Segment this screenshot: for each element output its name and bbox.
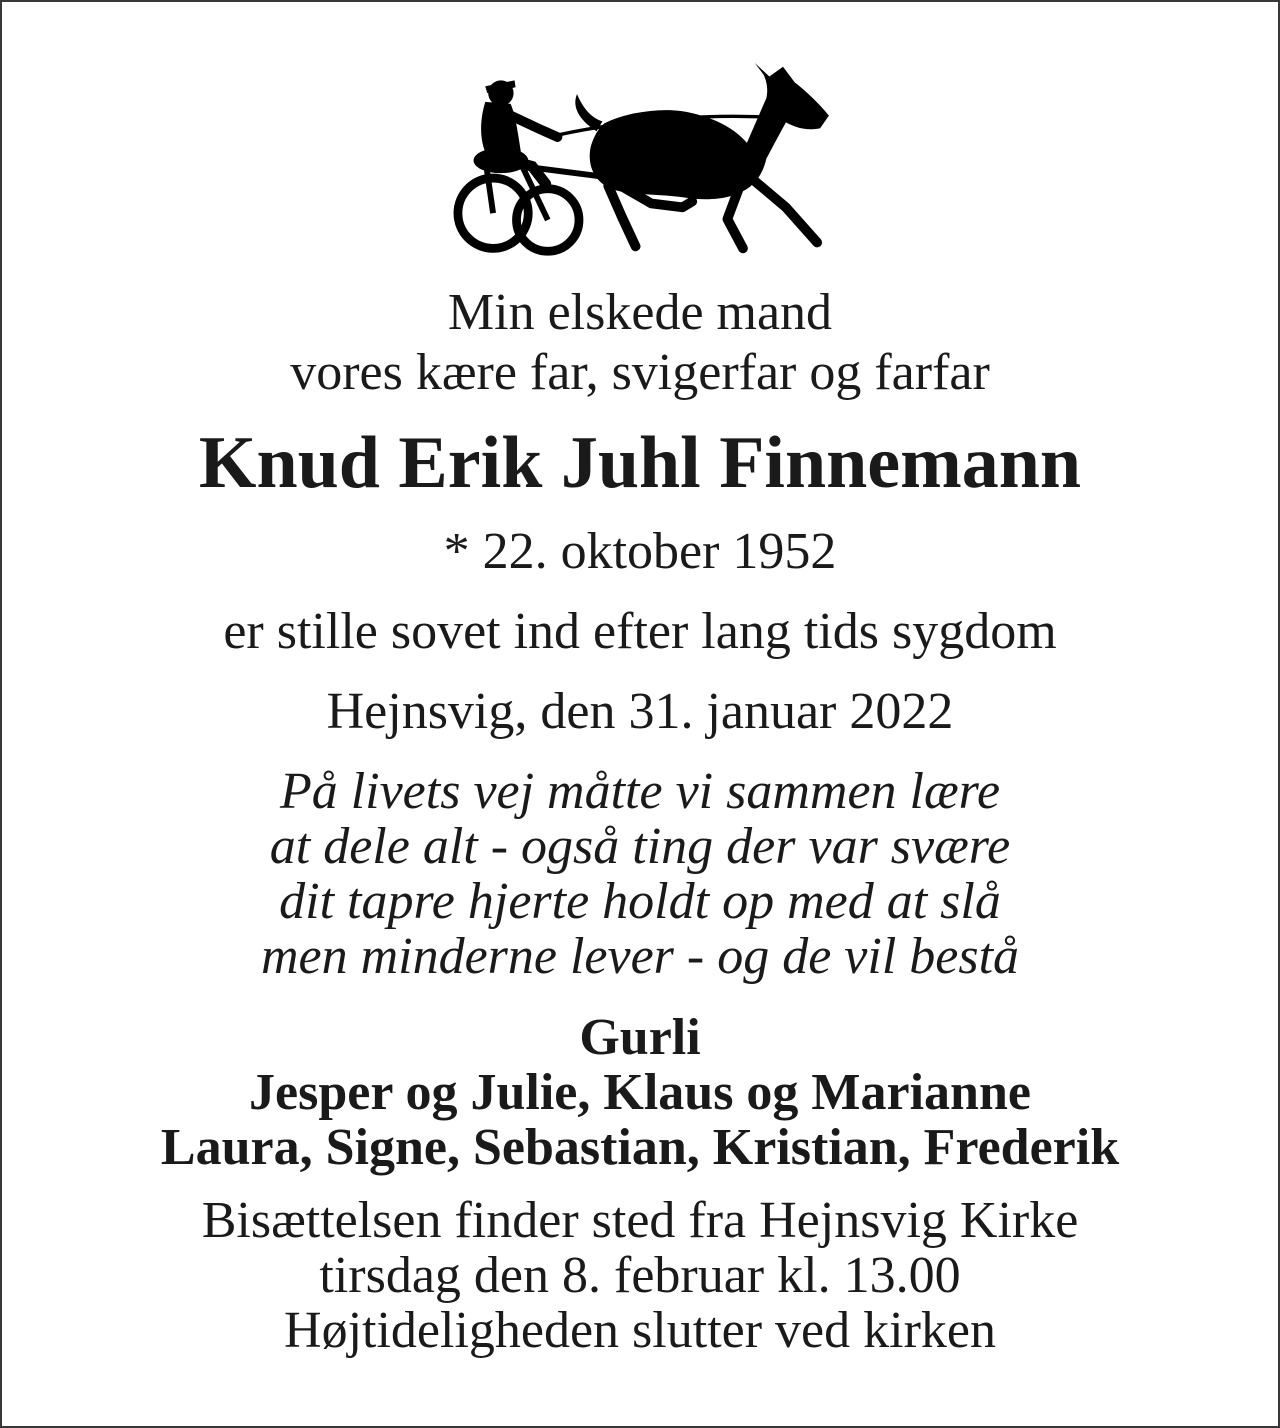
memorial-verse	[261, 764, 1019, 984]
obituary-notice	[2, 2, 1278, 1426]
ceremony-block	[202, 1193, 1079, 1358]
verse-line-1: På livets vej måtte vi sammen lære	[279, 763, 1001, 820]
trotter-horse-sulky-icon	[415, 57, 865, 262]
mourner-line-3: Laura, Signe, Sebastian, Kristian, Frederik	[160, 1119, 1120, 1176]
ceremony-line-2: tirsdag den 8. februar kl. 13.00	[319, 1247, 961, 1304]
intro-line-1: Min elskede mand	[447, 284, 833, 341]
deceased-name: Knud Erik Juhl Finnemann	[198, 422, 1082, 504]
intro-line-2: vores kære far, svigerfar og farfar	[290, 344, 990, 401]
ceremony-line-1: Bisættelsen finder sted fra Hejnsvig Kirke	[201, 1192, 1079, 1249]
mourners-block	[161, 1010, 1119, 1175]
mourner-line-1: Gurli	[579, 1009, 701, 1066]
verse-line-3: dit tapre hjerte holdt op med at slå	[279, 873, 1001, 930]
birth-date-line: * 22. oktober 1952	[443, 523, 837, 580]
death-statement-line: er stille sovet ind efter lang tids sygdom	[223, 603, 1057, 660]
mourner-line-2: Jesper og Julie, Klaus og Marianne	[249, 1064, 1031, 1121]
place-date-line: Hejnsvig, den 31. januar 2022	[326, 683, 954, 740]
ceremony-line-3: Højtideligheden slutter ved kirken	[284, 1302, 996, 1359]
intro-block	[290, 283, 990, 403]
verse-line-4: men minderne lever - og de vil bestå	[260, 928, 1020, 985]
verse-line-2: at dele alt - også ting der var svære	[269, 818, 1011, 875]
